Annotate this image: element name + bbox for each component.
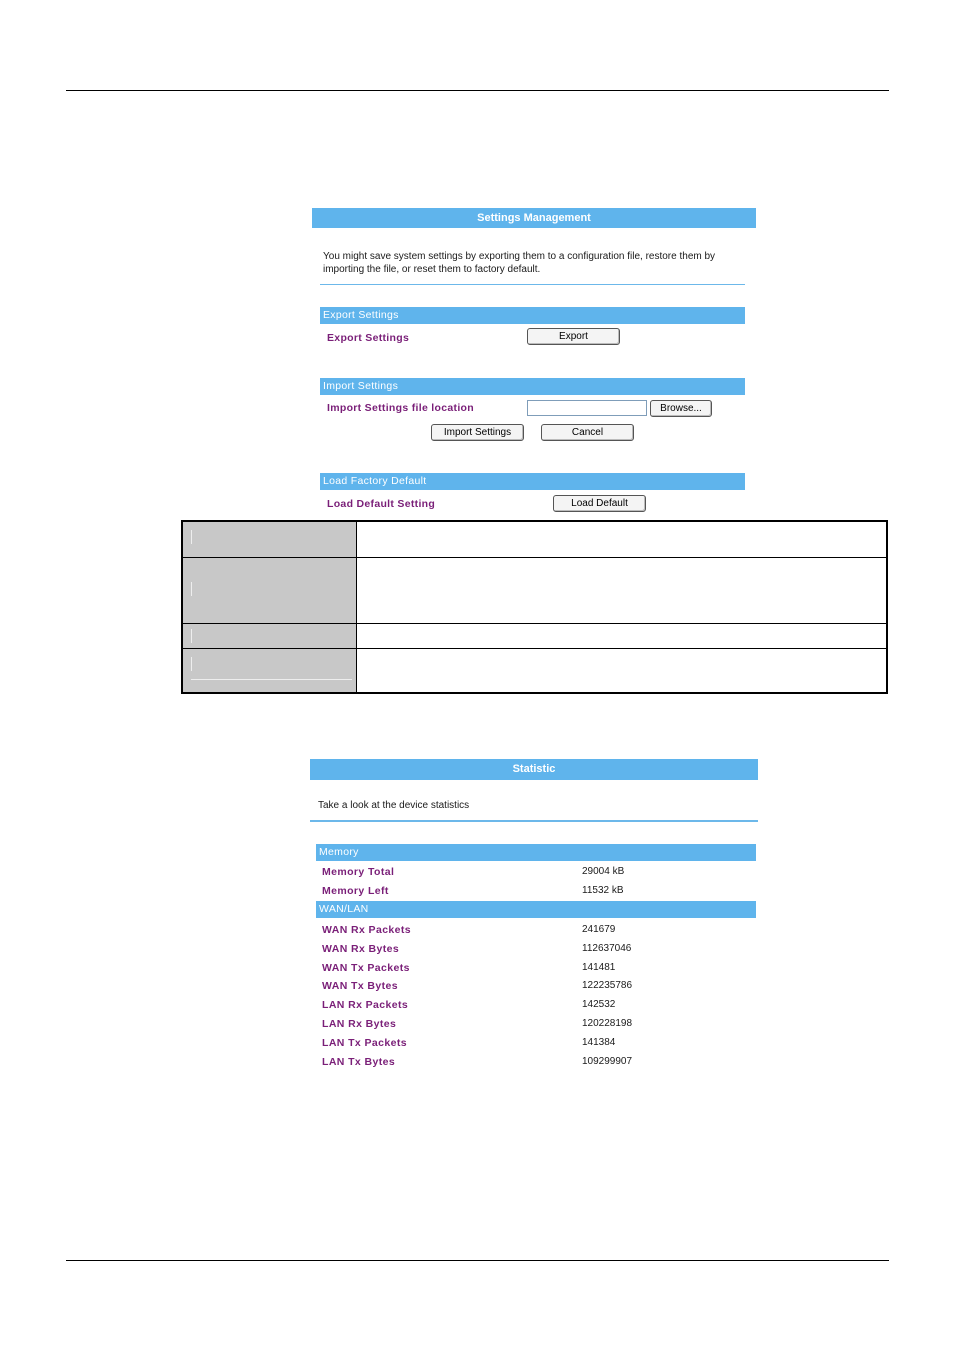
stat-value: 241679 <box>582 924 616 935</box>
description-divider <box>320 284 745 285</box>
stat-value: 141384 <box>582 1037 616 1048</box>
page-footer-rule <box>66 1260 889 1261</box>
settings-description-table <box>181 520 888 694</box>
table-description-cell <box>356 648 887 693</box>
stat-label: WAN Tx Packets <box>322 962 410 974</box>
load-factory-default-header: Load Factory Default <box>320 473 745 490</box>
stat-value: 112637046 <box>582 943 632 954</box>
stat-label: LAN Rx Bytes <box>322 1018 397 1030</box>
export-settings-header: Export Settings <box>320 307 745 324</box>
load-default-button[interactable]: Load Default <box>553 495 646 512</box>
stat-label: WAN Rx Bytes <box>322 943 400 955</box>
stat-label: WAN Tx Bytes <box>322 980 398 992</box>
stat-value: 142532 <box>582 999 616 1010</box>
settings-management-panel <box>312 208 756 518</box>
export-button[interactable]: Export <box>527 328 620 345</box>
import-file-input[interactable] <box>527 400 647 416</box>
stat-label: Memory Total <box>322 866 395 878</box>
statistic-description: Take a look at the device statistics <box>318 800 470 811</box>
stat-value: 122235786 <box>582 980 633 991</box>
stat-label: LAN Tx Packets <box>322 1037 407 1049</box>
cancel-button[interactable]: Cancel <box>541 424 634 441</box>
table-description-cell <box>356 521 887 557</box>
import-settings-header: Import Settings <box>320 378 745 395</box>
browse-button[interactable]: Browse... <box>650 400 712 417</box>
stat-value: 120228198 <box>582 1018 633 1029</box>
settings-management-description: You might save system settings by exporting them to a configuration file, restore them by importing the file, or reset them to factory default. <box>323 251 716 275</box>
statistic-divider <box>310 820 758 822</box>
page-header-rule <box>66 90 889 91</box>
table-description-cell <box>356 623 887 648</box>
stat-value: 109299907 <box>582 1056 633 1067</box>
settings-management-title: Settings Management <box>312 208 756 228</box>
import-file-location-label: Import Settings file location <box>327 402 474 414</box>
stat-label: WAN Rx Packets <box>322 924 412 936</box>
stat-label: LAN Tx Bytes <box>322 1056 396 1068</box>
table-row <box>182 648 887 693</box>
table-row <box>182 557 887 623</box>
stat-label: LAN Rx Packets <box>322 999 409 1011</box>
table-description-cell <box>356 557 887 623</box>
table-label-cell <box>182 557 356 623</box>
table-label-cell <box>182 648 356 693</box>
table-label-cell <box>182 521 356 557</box>
stat-value: 11532 kB <box>582 885 624 896</box>
statistic-panel <box>310 759 758 1074</box>
stat-label: Memory Left <box>322 885 389 897</box>
wan-lan-header: WAN/LAN <box>316 901 756 918</box>
stat-value: 29004 kB <box>582 866 625 877</box>
statistic-title: Statistic <box>310 759 758 780</box>
export-settings-label: Export Settings <box>327 332 410 344</box>
table-row <box>182 623 887 648</box>
import-settings-button[interactable]: Import Settings <box>431 424 524 441</box>
memory-header: Memory <box>316 844 756 861</box>
load-default-setting-label: Load Default Setting <box>327 498 436 510</box>
table-row <box>182 521 887 557</box>
stat-value: 141481 <box>582 962 616 973</box>
table-label-cell <box>182 623 356 648</box>
